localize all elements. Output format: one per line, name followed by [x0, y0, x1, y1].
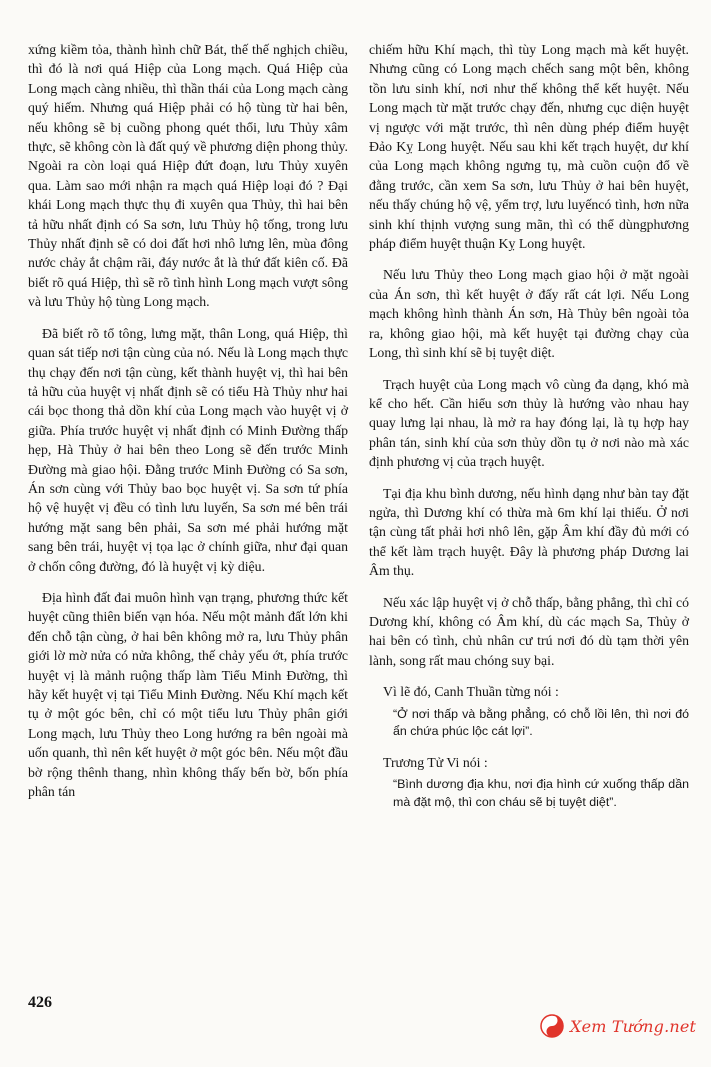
quote-intro: Vì lẽ đó, Canh Thuần từng nói : [383, 684, 559, 700]
right-column [369, 40, 689, 823]
left-column [28, 40, 348, 813]
block-quote: “Bình dương địa khu, nơi địa hình cứ xuống thấp dần mà đặt mộ, thì con cháu sẽ bị tuyệt diệt”. [393, 777, 689, 809]
paragraph: Tại địa khu bình dương, nếu hình dạng như bàn tay đặt ngửa, thì Dương khí có thừa mà 6m khí lại thiếu. Ở nơi tận cùng tất phải hơi nhô lên, gặp Âm khí đầy đủ mới có thể kết làm trạch huyệt. Đây là phương pháp Dương lai Âm thụ. [369, 485, 689, 579]
paragraph: Đã biết rõ tổ tông, lưng mặt, thân Long, quá Hiệp, thì quan sát tiếp nơi tận cùng của nó. Nếu là Long mạch thực thụ chạy đến nơi tận cùng, kết thành huyệt vị, thì hai bên tả hữu của huyệt vị nhất định sẽ có tiểu Hà Thủy như hai cái bọc thong thả dồn khí của Long mạch vào huyệt vị ở giữa. Phía trước huyệt vị nhất định có Minh Đường thấp hẹp, Hà Thủy ở hai bên theo Long sẽ đến trước Minh Đường mà giao hội. Đằng trước Minh Đường có Sa sơn, Án sơn cùng với Thủy bao bọc huyệt vị. Sa sơn tứ phía hộ vệ huyệt vị đều có tình lưu luyến, Sa sơn mé bên trái hướng mặt sang bên phải, Sa sơn mé phải hướng mặt sang bên trái, huyệt vị tọa lạc ở chính giữa, như đại quan ở chốn công đường, đó là huyệt vị kỳ diệu. [28, 325, 348, 574]
watermark-text: Xem Tướng.net [570, 1016, 697, 1036]
yin-yang-icon [540, 1014, 564, 1038]
paragraph: Địa hình đất đai muôn hình vạn trạng, phương thức kết huyệt cũng thiên biến vạn hóa. Nếu một mảnh đất lớn khi đến chỗ tận cùng, ở hai bên không mở ra, lưu Thủy phân giới lờ mờ nửa có nửa không, thế chảy yếu ớt, phía trước huyệt vị là mảnh ruộng thấp làm Tiểu Minh Đường, thì hãy kết huyệt vị tại Tiểu Minh Đường. Nếu Khí mạch kết tụ ở một góc bên, chỉ có một tiểu lưu Thủy phân giới Long mạch, lưu Thủy theo Long hướng ra bên ngoài mà uốn quanh, thì nên kết huyệt ở một góc bên. Nếu một đầu bờ rộng thênh thang, nhìn không thấy bến bờ, bốn phía phân tán [28, 589, 348, 800]
paragraph: Trạch huyệt của Long mạch vô cùng đa dạng, khó mà kể cho hết. Cần hiểu sơn thủy là hướng vào nhau hay quay lưng lại nhau, là mở ra hay đóng lại, là tụ hợp hay phân tán, sinh khí của sơn thủy dồn tụ ở nơi nào mà xác định phương vị của trạch huyệt. [369, 376, 689, 470]
paragraph: chiếm hữu Khí mạch, thì tùy Long mạch mà kết huyệt. Nhưng cũng có Long mạch chếch sang một bên, không tồn lưu sinh khí, nơi như thế không thể kết huyệt. Nếu Long mạch từ mặt trước chạy đến, nhưng cục diện huyệt vị ngược với mặt trước, thì nên dùng phép điểm huyệt Đảo Kỵ Long huyệt. Nếu sau khi kết trạch huyệt, dư khí của Long mạch không ngưng tụ, mà cuồn cuộn đổ về đằng trước, cần xem Sa sơn, lưu Thủy ở hai bên huyệt, nếu thấy chúng hộ vệ, yểm trợ, lưu luyếncó tình, hơn nữa sinh khí thịnh vượng sung mãn, thì có thể dùngphương pháp điểm huyệt thuận Kỵ Long huyệt. [369, 42, 689, 252]
paragraph: Nếu lưu Thủy theo Long mạch giao hội ở mặt ngoài của Án sơn, thì kết huyệt ở đấy rất cát lợi. Nếu Long mạch không hình thành Án sơn, Hà Thủy bên ngoài tỏa ra, không giao hội, mà kết huyệt tại đường chạy của Long, thì sinh khí sẽ bị tuyệt diệt. [369, 267, 689, 361]
site-watermark [540, 1014, 696, 1038]
quote-intro: Trương Tử Vi nói : [383, 754, 488, 770]
page-number: 426 [28, 994, 52, 1011]
paragraph: Nếu xác lập huyệt vị ở chỗ thấp, bằng phẳng, thì chỉ có Dương khí, không có Âm khí, dù các mạch Sa, Thủy ở hai bên có tình, chủ nhân cư trú nơi đó dù tạm thời yên lành, song rất mau chóng suy bại. [369, 594, 689, 668]
paragraph: xứng kiềm tỏa, thành hình chữ Bát, thế thế nghịch chiều, thì đó là nơi quá Hiệp của Long mạch. Quá Hiệp của Long mạch càng nhiều, thì thần thái của Long mạch càng quý hiếm. Nhưng quá Hiệp phải có hộ tùng từ hai bên, nếu không sẽ bị cuồng phong quét thổi, lưu Thủy xâm thực, sẽ không còn là đất quý về phương diện phong thủy. Ngoài ra còn loại quá Hiệp đứt đoạn, lưu Thủy xuyên qua. Làm sao mới nhận ra mạch quá Hiệp loại đó ? Đại khái Long mạch thực thụ đi xuyên qua Thủy, thì hai bên tả hữu nhất định có Sa sơn, lưu Thủy hộ tống, trong lưu Thủy nhất định sẽ có doi đất hơi nhô lưng lên, mùa đông nước chảy ắt chậm rãi, đáy nước ắt là thứ đất kiên cố. Đã biết rõ quá Hiệp, thì sẽ rõ tình hình Long mạch vượt sông và lưu Thủy hộ tùng Long mạch. [28, 42, 348, 310]
block-quote: “Ở nơi thấp và bằng phẳng, có chỗ lồi lên, thì nơi đó ẩn chứa phúc lộc cát lợi”. [393, 706, 689, 739]
